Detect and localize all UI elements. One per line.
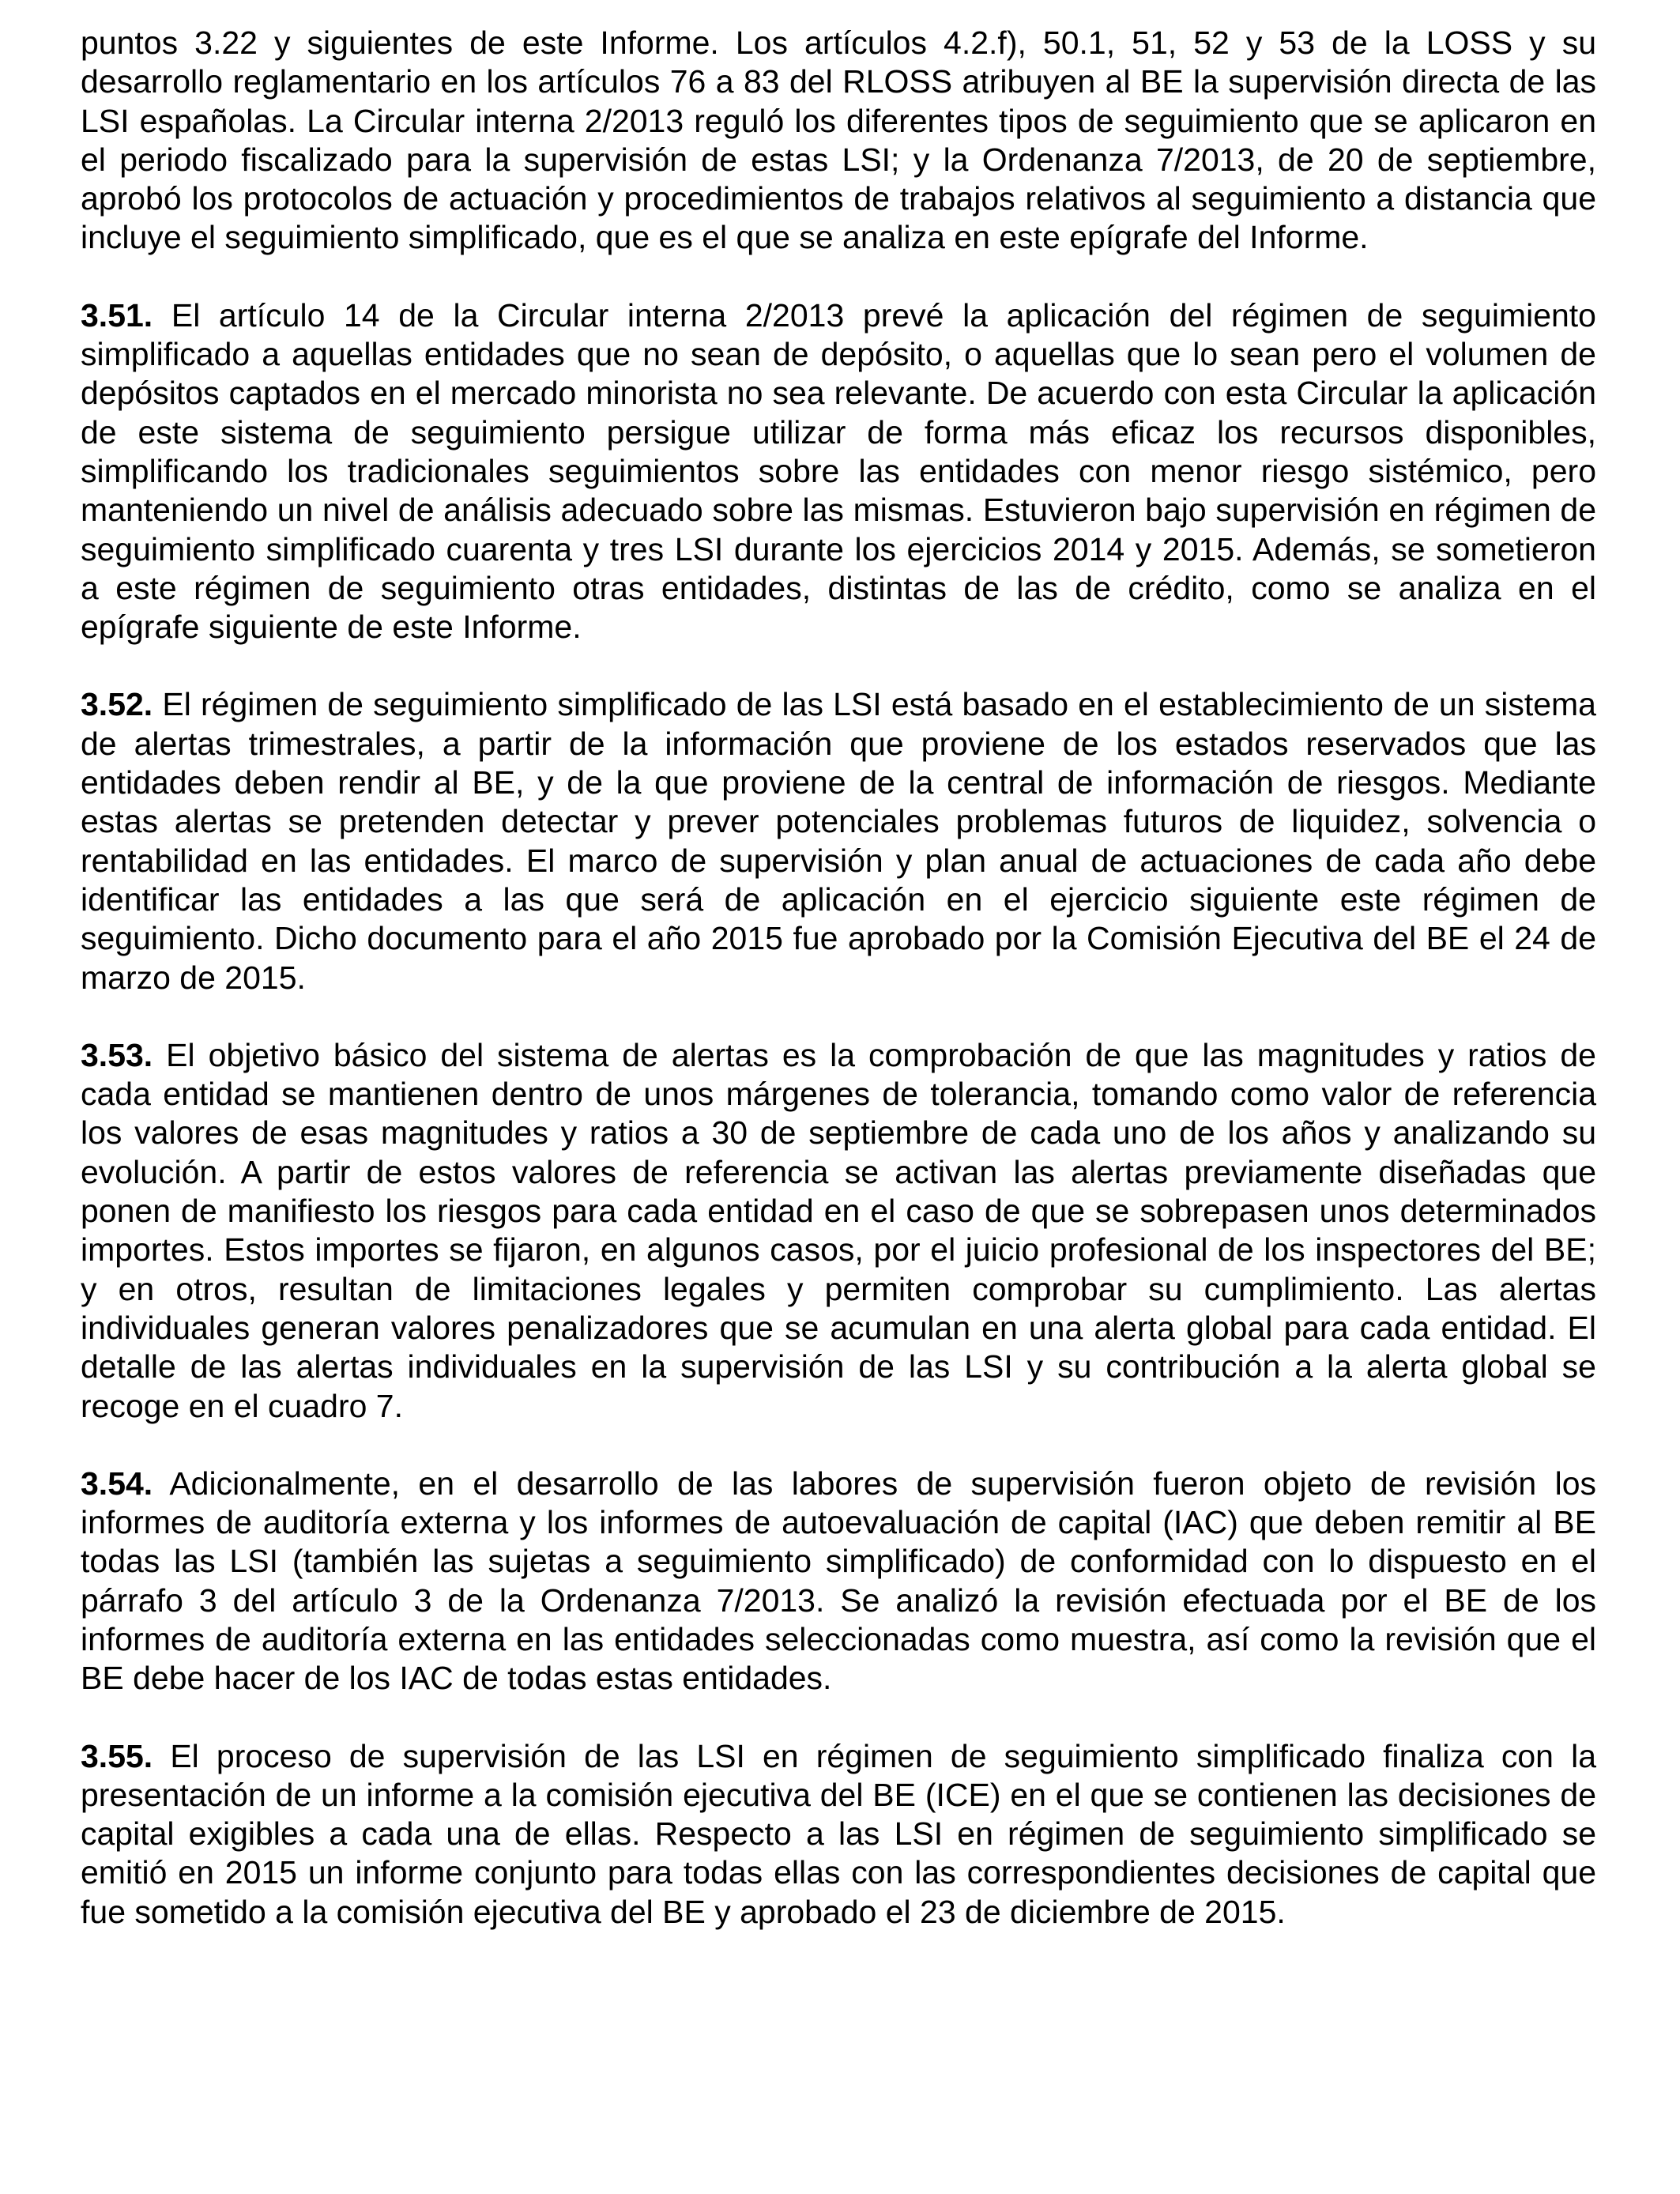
paragraph-3-55 [81, 1737, 1596, 1932]
paragraph-text: Adicionalmente, en el desarrollo de las labores de supervisión fueron objeto de revisión los informes de auditoría externa y los informes de autoevaluación de capital (IAC) que deben remitir al BE todas las LSI (también las sujetas a seguimiento simplificado) de conformidad con lo dispuesto en el párrafo 3 del artículo 3 de la Ordenanza 7/2013. Se analizó la revisión efectuada por el BE de los informes de auditoría externa en las entidades seleccionadas como muestra, así como la revisión que el BE debe hacer de los IAC de todas estas entidades. [81, 1465, 1596, 1697]
paragraph-3-53 [81, 1036, 1596, 1426]
paragraph-3-52 [81, 685, 1596, 997]
paragraph-3-54 [81, 1465, 1596, 1698]
paragraph-number: 3.55. [81, 1737, 153, 1774]
paragraph-number: 3.54. [81, 1465, 153, 1502]
paragraph-text: puntos 3.22 y siguientes de este Informe. Los artículos 4.2.f), 50.1, 51, 52 y 53 de la LOSS y su desarrollo reglamentario en los artículos 76 a 83 del RLOSS atribuyen al BE la supervisión directa de las LSI españolas. La Circular interna 2/2013 reguló los diferentes tipos de seguimiento que se aplicaron en el periodo fiscalizado para la supervisión de estas LSI; y la Ordenanza 7/2013, de 20 de septiembre, aprobó los protocolos de actuación y procedimientos de trabajos relativos al seguimiento a distancia que incluye el seguimiento simplificado, que es el que se analiza en este epígrafe del Informe. [81, 25, 1596, 256]
document-page [81, 24, 1596, 1970]
paragraph-text: El régimen de seguimiento simplificado de las LSI está basado en el establecimiento de un sistema de alertas trimestrales, a partir de la información que proviene de los estados reservados que las entidades deben rendir al BE, y de la que proviene de la central de información de riesgos. Mediante estas alertas se pretenden detectar y prever potenciales problemas futuros de liquidez, solvencia o rentabilidad en las entidades. El marco de supervisión y plan anual de actuaciones de cada año debe identificar las entidades a las que será de aplicación en el ejercicio siguiente este régimen de seguimiento. Dicho documento para el año 2015 fue aprobado por la Comisión Ejecutiva del BE el 24 de marzo de 2015. [81, 686, 1596, 996]
paragraph-text: El proceso de supervisión de las LSI en régimen de seguimiento simplificado finaliza con la presentación de un informe a la comisión ejecutiva del BE (ICE) en el que se contienen las decisiones de capital exigibles a cada una de ellas. Respecto a las LSI en régimen de seguimiento simplificado se emitió en 2015 un informe conjunto para todas ellas con las correspondientes decisiones de capital que fue sometido a la comisión ejecutiva del BE y aprobado el 23 de diciembre de 2015. [81, 1737, 1596, 1930]
paragraph-number: 3.53. [81, 1036, 153, 1073]
paragraph-number: 3.52. [81, 686, 153, 723]
paragraph-text: El objetivo básico del sistema de alertas es la comprobación de que las magnitudes y ratios de cada entidad se mantienen dentro de unos márgenes de tolerancia, tomando como valor de referencia los valores de esas magnitudes y ratios a 30 de septiembre de cada uno de los años y analizando su evolución. A partir de estos valores de referencia se activan las alertas previamente diseñadas que ponen de manifiesto los riesgos para cada entidad en el caso de que se sobrepasen unos determinados importes. Estos importes se fijaron, en algunos casos, por el juicio profesional de los inspectores del BE; y en otros, resultan de limitaciones legales y permiten comprobar su cumplimiento. Las alertas individuales generan valores penalizadores que se acumulan en una alerta global para cada entidad. El detalle de las alertas individuales en la supervisión de las LSI y su contribución a la alerta global se recoge en el cuadro 7. [81, 1036, 1596, 1424]
paragraph-3-51 [81, 296, 1596, 647]
paragraph-number: 3.51. [81, 296, 153, 334]
paragraph-continuation [81, 24, 1596, 258]
paragraph-text: El artículo 14 de la Circular interna 2/2013 prevé la aplicación del régimen de seguimiento simplificado a aquellas entidades que no sean de depósito, o aquellas que lo sean pero el volumen de depósitos captados en el mercado minorista no sea relevante. De acuerdo con esta Circular la aplicación de este sistema de seguimiento persigue utilizar de forma más eficaz los recursos disponibles, simplificando los tradicionales seguimientos sobre las entidades con menor riesgo sistémico, pero manteniendo un nivel de análisis adecuado sobre las mismas. Estuvieron bajo supervisión en régimen de seguimiento simplificado cuarenta y tres LSI durante los ejercicios 2014 y 2015. Además, se sometieron a este régimen de seguimiento otras entidades, distintas de las de crédito, como se analiza en el epígrafe siguiente de este Informe. [81, 296, 1596, 646]
